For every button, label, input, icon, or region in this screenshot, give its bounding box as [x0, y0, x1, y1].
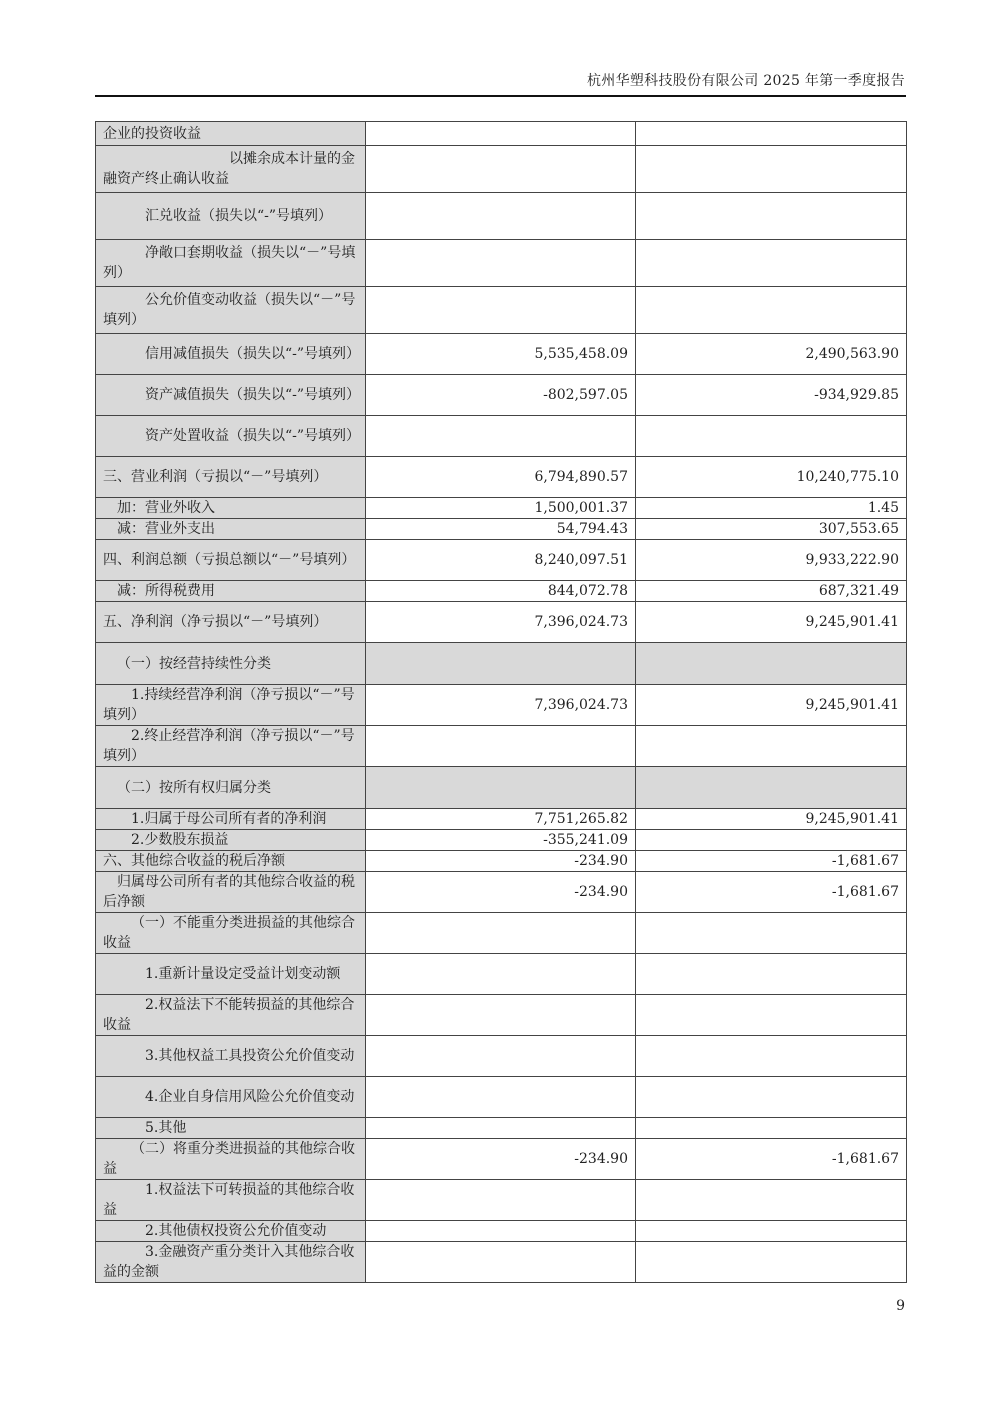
previous-period-value	[636, 767, 907, 809]
current-period-value	[366, 193, 636, 240]
row-label: 5.其他	[96, 1118, 366, 1139]
previous-period-value	[636, 416, 907, 457]
table-row	[96, 581, 907, 602]
current-period-value	[366, 416, 636, 457]
current-period-value: -234.90	[366, 872, 636, 913]
table-row	[96, 375, 907, 416]
current-period-value	[366, 767, 636, 809]
previous-period-value	[636, 146, 907, 193]
row-label: 4.企业自身信用风险公允价值变动	[96, 1077, 366, 1118]
previous-period-value	[636, 122, 907, 146]
current-period-value	[366, 643, 636, 685]
row-label: （一）不能重分类进损益的其他综合收益	[96, 913, 366, 954]
row-label: （一）按经营持续性分类	[96, 643, 366, 685]
previous-period-value: 9,245,901.41	[636, 685, 907, 726]
row-label: 3.金融资产重分类计入其他综合收益的金额	[96, 1242, 366, 1283]
row-label: 六、其他综合收益的税后净额	[96, 851, 366, 872]
row-label: 2.权益法下不能转损益的其他综合收益	[96, 995, 366, 1036]
row-label: 归属母公司所有者的其他综合收益的税后净额	[96, 872, 366, 913]
table-row	[96, 726, 907, 767]
current-period-value	[366, 913, 636, 954]
current-period-value	[366, 726, 636, 767]
table-row	[96, 416, 907, 457]
row-label: 1.持续经营净利润（净亏损以“－”号填列）	[96, 685, 366, 726]
table-row	[96, 519, 907, 540]
row-label: 信用减值损失（损失以“-”号填列）	[96, 334, 366, 375]
table-row	[96, 954, 907, 995]
current-period-value: -355,241.09	[366, 830, 636, 851]
table-row	[96, 830, 907, 851]
table-row	[96, 685, 907, 726]
current-period-value: 1,500,001.37	[366, 498, 636, 519]
header-divider	[95, 95, 906, 97]
table-row	[96, 1036, 907, 1077]
current-period-value	[366, 287, 636, 334]
table-row	[96, 146, 907, 193]
current-period-value	[366, 1221, 636, 1242]
report-header-title: 杭州华塑科技股份有限公司 2025 年第一季度报告	[586, 73, 905, 89]
current-period-value	[366, 122, 636, 146]
previous-period-value	[636, 995, 907, 1036]
current-period-value: 8,240,097.51	[366, 540, 636, 581]
previous-period-value: -1,681.67	[636, 1139, 907, 1180]
table-row	[96, 498, 907, 519]
row-label: 3.其他权益工具投资公允价值变动	[96, 1036, 366, 1077]
income-statement-table	[95, 121, 907, 1283]
previous-period-value	[636, 1242, 907, 1283]
current-period-value: 7,751,265.82	[366, 809, 636, 830]
previous-period-value: 307,553.65	[636, 519, 907, 540]
previous-period-value	[636, 643, 907, 685]
row-label: 资产减值损失（损失以“-”号填列）	[96, 375, 366, 416]
table-row	[96, 1118, 907, 1139]
row-label: 三、营业利润（亏损以“－”号填列）	[96, 457, 366, 498]
previous-period-value	[636, 913, 907, 954]
current-period-value: 844,072.78	[366, 581, 636, 602]
row-label: 减：营业外支出	[96, 519, 366, 540]
table-row	[96, 1139, 907, 1180]
previous-period-value: -1,681.67	[636, 851, 907, 872]
table-row	[96, 287, 907, 334]
current-period-value	[366, 1118, 636, 1139]
current-period-value: 6,794,890.57	[366, 457, 636, 498]
table-row	[96, 334, 907, 375]
current-period-value: -234.90	[366, 851, 636, 872]
table-row	[96, 540, 907, 581]
table-row	[96, 913, 907, 954]
current-period-value: 54,794.43	[366, 519, 636, 540]
row-label: 减：所得税费用	[96, 581, 366, 602]
previous-period-value	[636, 287, 907, 334]
previous-period-value: 687,321.49	[636, 581, 907, 602]
previous-period-value	[636, 1221, 907, 1242]
previous-period-value: 2,490,563.90	[636, 334, 907, 375]
row-label: （二）将重分类进损益的其他综合收益	[96, 1139, 366, 1180]
table-row	[96, 240, 907, 287]
row-label: 1.权益法下可转损益的其他综合收益	[96, 1180, 366, 1221]
table-row	[96, 1221, 907, 1242]
previous-period-value	[636, 1077, 907, 1118]
current-period-value	[366, 995, 636, 1036]
current-period-value	[366, 954, 636, 995]
row-label: 净敞口套期收益（损失以“－”号填列）	[96, 240, 366, 287]
row-label: 加：营业外收入	[96, 498, 366, 519]
previous-period-value	[636, 1036, 907, 1077]
row-label: 四、利润总额（亏损总额以“－”号填列）	[96, 540, 366, 581]
previous-period-value: 10,240,775.10	[636, 457, 907, 498]
current-period-value: -234.90	[366, 1139, 636, 1180]
table-row	[96, 1180, 907, 1221]
previous-period-value: 9,245,901.41	[636, 602, 907, 643]
row-label: 企业的投资收益	[96, 122, 366, 146]
current-period-value: 7,396,024.73	[366, 685, 636, 726]
previous-period-value: -934,929.85	[636, 375, 907, 416]
previous-period-value	[636, 1118, 907, 1139]
current-period-value: 5,535,458.09	[366, 334, 636, 375]
row-label: 1.重新计量设定受益计划变动额	[96, 954, 366, 995]
current-period-value	[366, 1242, 636, 1283]
previous-period-value	[636, 1180, 907, 1221]
row-label: 2.其他债权投资公允价值变动	[96, 1221, 366, 1242]
current-period-value	[366, 146, 636, 193]
current-period-value	[366, 1180, 636, 1221]
row-label: 1.归属于母公司所有者的净利润	[96, 809, 366, 830]
current-period-value	[366, 240, 636, 287]
current-period-value	[366, 1036, 636, 1077]
row-label: 2.少数股东损益	[96, 830, 366, 851]
current-period-value: 7,396,024.73	[366, 602, 636, 643]
table-row	[96, 602, 907, 643]
table-row	[96, 809, 907, 830]
table-row	[96, 1077, 907, 1118]
previous-period-value	[636, 830, 907, 851]
table-row	[96, 767, 907, 809]
table-row	[96, 872, 907, 913]
row-label: 公允价值变动收益（损失以“－”号填列）	[96, 287, 366, 334]
table-row	[96, 122, 907, 146]
table-row	[96, 643, 907, 685]
row-label: 五、净利润（净亏损以“－”号填列）	[96, 602, 366, 643]
previous-period-value: -1,681.67	[636, 872, 907, 913]
current-period-value: -802,597.05	[366, 375, 636, 416]
previous-period-value	[636, 193, 907, 240]
previous-period-value: 1.45	[636, 498, 907, 519]
row-label: 以摊余成本计量的金融资产终止确认收益	[96, 146, 366, 193]
table-row	[96, 457, 907, 498]
table-row	[96, 851, 907, 872]
table-row	[96, 1242, 907, 1283]
row-label: 汇兑收益（损失以“-”号填列）	[96, 193, 366, 240]
previous-period-value	[636, 240, 907, 287]
current-period-value	[366, 1077, 636, 1118]
page-number: 9	[896, 1298, 905, 1314]
previous-period-value	[636, 726, 907, 767]
row-label: 资产处置收益（损失以“-”号填列）	[96, 416, 366, 457]
previous-period-value	[636, 954, 907, 995]
row-label: （二）按所有权归属分类	[96, 767, 366, 809]
previous-period-value: 9,245,901.41	[636, 809, 907, 830]
previous-period-value: 9,933,222.90	[636, 540, 907, 581]
table-row	[96, 995, 907, 1036]
table-row	[96, 193, 907, 240]
row-label: 2.终止经营净利润（净亏损以“－”号填列）	[96, 726, 366, 767]
